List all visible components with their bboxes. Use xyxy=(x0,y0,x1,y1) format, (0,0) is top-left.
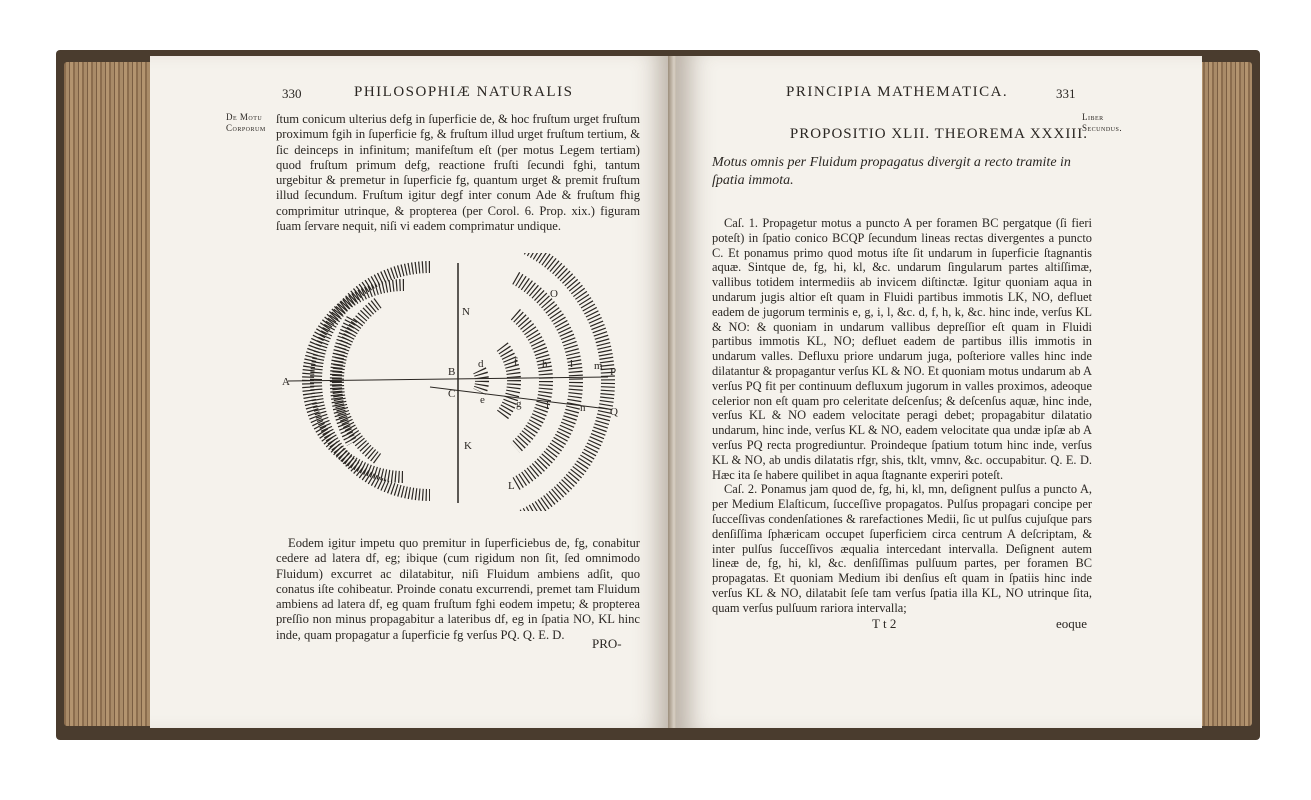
paragraph-text: Eodem igitur impetu quo premitur in ſuperficiebus de, fg, conabitur cedere ad latera df, eg; ibique (cum rigidum non ſit, ſed omnimodo Fluidum) excurret ac dilatabitur, niſi Fluidum ambiens adſit, quo conatus iſte cohibeatur. Proinde conatu excurrendi, premet tam Fluidum ambiens ad latera df, eg quam fruſtum fghi eodem impetu; & propterea preſſio non minus propagabitur a lateribus df, eg in ſpatia NO, KL hinc inde, quam propagatur a ſuperficie fg verſus PQ. Q. E. D. xyxy=(276,536,640,642)
figure-label-k: K xyxy=(464,440,472,452)
figure-label-f: f xyxy=(514,356,518,368)
figure-label-d: d xyxy=(478,358,484,370)
case-2-text: Caſ. 2. Ponamus jam quod de, fg, hi, kl, mn, deſignent pulſus a puncto A, per Medium Elaſticum, ſucceſſive propagatos. Pulſus propagari concipe per ſucceſſivas condenſationes & rarefactiones Medii, ſic ut pulſus cujuſque pars denſiſſima ſphæricam occupet ſuperficiem circa centrum A deſcriptam, & inter pulſus ſucceſſivos æqualia intercedant intervalla. Deſignent autem lineæ de, fg, hi, kl, &c. denſiſſimas pulſuum partes, per foramen BC propagatas. Et quoniam Medium ibi denſius eſt quam in ſpatiis hinc inde verſus KL & NO, dilatabit ſeſe tam verſus ſpatia illa KL, NO utrinque ſita, quam verſus pulſuum rariora intervalla; xyxy=(712,482,1092,615)
right-page-number: 331 xyxy=(1056,86,1076,101)
figure-label-l: L xyxy=(508,480,515,492)
wave-propagation-figure xyxy=(278,253,618,511)
figure-label-e: e xyxy=(480,394,485,406)
paragraph-text: ſtum conicum ulterius defg in ſuperficie de, & hoc fruſtum urget fruſtum proximum fgih in ſuperficie fg, & fruſtum illud urget fruſtum tertium, & ſic deinceps in infinitum; manifeſtum eſt (per motus Legem tertiam) quod fruſtum primum defg, reactione fruſti ſecundi fghi, tantum urgebitur & premetur in ſuperficie fg, quantum urget & premit fruſtum illud ſecundum. Fruſtum igitur degf inter conum Ade & fruſtum fhig comprimitur utrinque, & propterea (per Corol. 6. Prop. xix.) figuram ſuam ſervare nequit, niſi vi eadem comprimatur undique. xyxy=(276,112,640,234)
figure-label-o: O xyxy=(550,288,558,300)
right-body xyxy=(712,216,1092,616)
left-page xyxy=(150,56,672,728)
right-running-head: PRINCIPIA MATHEMATICA. xyxy=(786,84,1009,100)
figure-label-i: i xyxy=(546,400,550,412)
figure-label-n: N xyxy=(462,306,470,318)
figure-label-b: B xyxy=(448,366,456,378)
side-note-line: Liber xyxy=(1082,112,1104,122)
right-page-edges xyxy=(1194,62,1252,726)
open-book xyxy=(56,50,1260,740)
figure-label-l: l xyxy=(570,358,574,370)
side-note-line: Secundus. xyxy=(1082,123,1123,133)
figure-label-g: g xyxy=(516,398,522,410)
side-note-line: De Motu xyxy=(226,112,263,122)
left-page-number: 330 xyxy=(282,86,302,101)
left-running-head: PHILOSOPHIÆ NATURALIS xyxy=(354,84,574,100)
figure-label-m: m xyxy=(594,360,603,372)
wave-band-right xyxy=(516,278,576,484)
wave-band-right xyxy=(502,347,514,416)
wave-band-right xyxy=(480,370,482,391)
figure-label-n: n xyxy=(580,402,586,414)
left-paragraph-2 xyxy=(276,536,640,643)
figure-label-h: h xyxy=(542,358,548,370)
proposition-statement: Motus omnis per Fluidum propagatus divergit a recto tramite in ſpatia immota. xyxy=(712,155,1071,188)
signature-mark: T t 2 xyxy=(872,616,897,631)
figure-label-a: A xyxy=(282,376,290,388)
figure-label-q: Q xyxy=(610,406,618,418)
proposition-title: PROPOSITIO XLII. THEOREMA XXXIII. xyxy=(789,126,1089,142)
left-catchword: PRO- xyxy=(592,636,622,651)
right-page xyxy=(676,56,1202,728)
left-paragraph-1 xyxy=(276,112,640,234)
side-note-line: Corporum xyxy=(226,123,266,133)
case-1-text: Caſ. 1. Propagetur motus a puncto A per foramen BC pergatque (ſi fieri poteſt) in ſpatio conico BCQP ſecundum lineas rectas divergentes a puncto C. Et ponamus primo quod motus iſte ſit undarum in ſuperficie ſtagnantis aquæ. Sintque de, fg, hi, kl, &c. undarum ſingularum partes altiſſimæ, vallibus totidem intermediis ab invicem diſtinctæ. Igitur quoniam aqua in undarum jugis altior eſt quam in Fluidi partibus immotis LK, NO, defluet eadem de jugorum terminis e, g, i, l, &c. d, f, h, k, &c. hinc inde, verſus KL & NO: & quoniam in undarum vallibus depreſſior eſt quam in Fluidi partibus immotis KL, NO; defluet eadem de partibus illis immotis in undarum valles. Defluxu priore undarum juga, poſteriore valles hinc inde dilatantur & propagantur verſus KL & NO. Et quoniam motus undarum ab A verſus PQ fit per continuum defluxum jugorum in valles proximos, adeoque celerior non eſt quam pro celeritate deſcenſus; & deſcenſus aquæ, hinc inde, verſus KL & NO eadem velocitate peragi debet; propagabitur dilatatio undarum, hinc inde, verſus KL & NO, eadem velocitate qua undæ ipſæ ab A verſus PQ recta progrediuntur. Proindeque ſpatium totum hinc inde, verſus KL & NO, ab undis dilatatis rfgr, shis, tklt, vmnv, &c. occupabitur. Q. E. D. Hæc ita ſe habere quilibet in aqua ſtagnante experiri poteſt. xyxy=(712,216,1092,482)
figure-label-c: C xyxy=(448,388,456,400)
left-page-edges xyxy=(64,62,160,726)
right-catchword: eoque xyxy=(1056,616,1088,631)
figure-label-p: P xyxy=(610,366,617,378)
left-side-note xyxy=(226,112,266,134)
